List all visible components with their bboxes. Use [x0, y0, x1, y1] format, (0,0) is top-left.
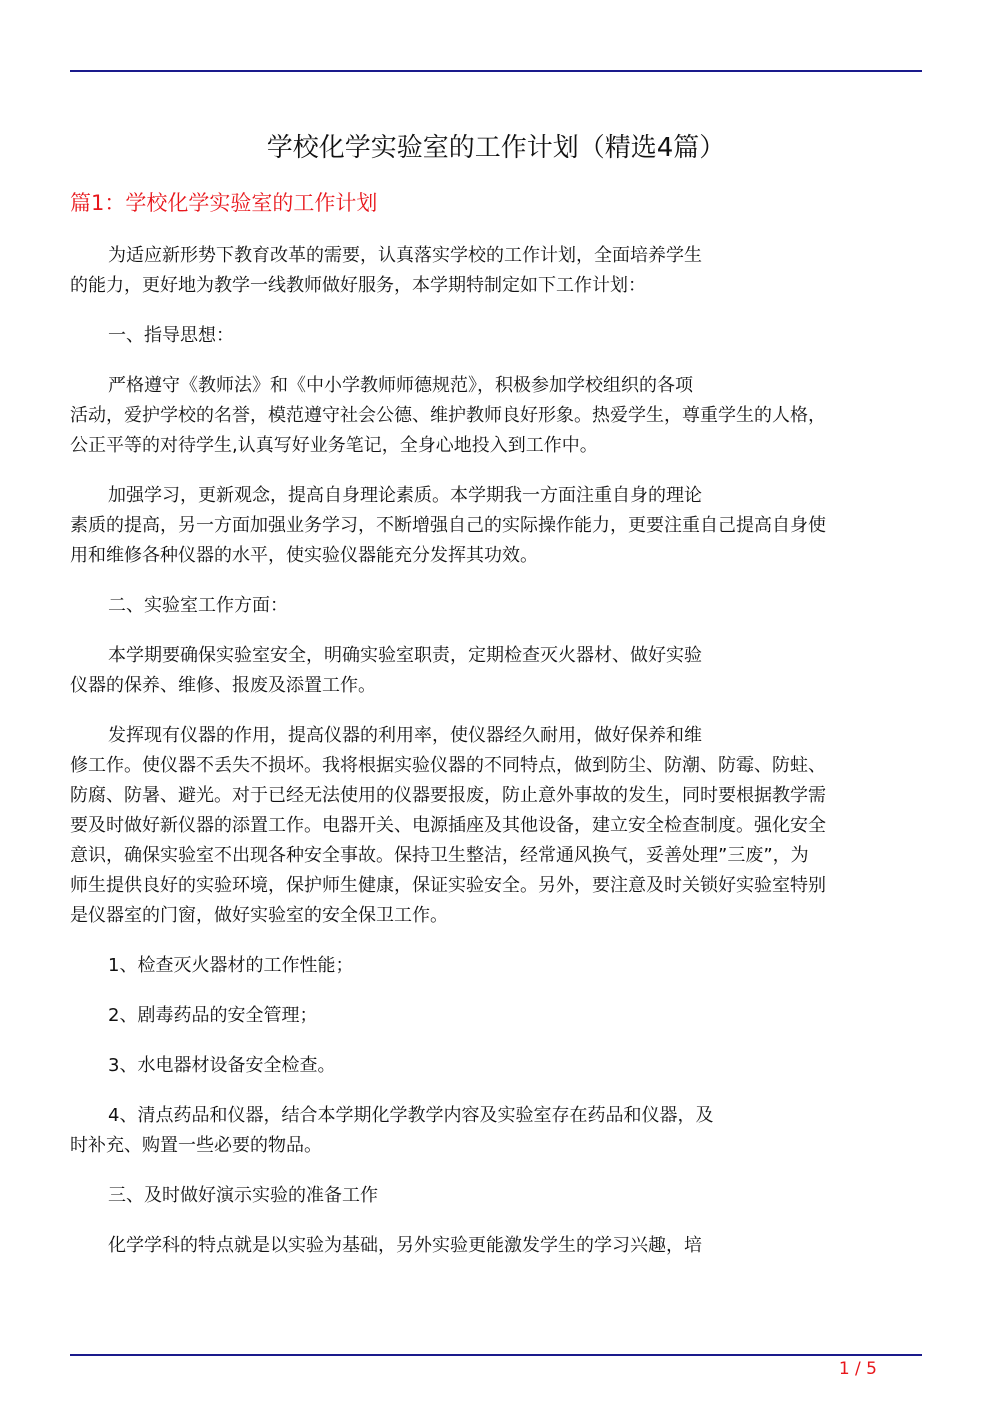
paragraph-line: 仪器的保养、维修、报废及添置工作。: [70, 675, 376, 696]
paragraph: [70, 241, 912, 301]
section-heading: 篇1：学校化学实验室的工作计划: [70, 191, 378, 215]
paragraph: [70, 1051, 912, 1081]
paragraph-line: 是仪器室的门窗，做好实验室的安全保卫工作。: [70, 905, 448, 926]
paragraph-line: 用和维修各种仪器的水平，使实验仪器能充分发挥其功效。: [70, 545, 538, 566]
paragraph-line: 二、实验室工作方面：: [108, 595, 288, 616]
paragraph-line: 本学期要确保实验室安全，明确实验室职责，定期检查灭火器材、做好实验: [108, 645, 702, 666]
paragraph-line: 修工作。使仪器不丢失不损坏。我将根据实验仪器的不同特点，做到防尘、防潮、防霉、防蛀、: [70, 755, 826, 776]
paragraph-line: 3、水电器材设备安全检查。: [108, 1055, 336, 1076]
paragraph-line: 师生提供良好的实验环境，保护师生健康，保证实验安全。另外，要注意及时关锁好实验室特别: [70, 875, 826, 896]
paragraph: [70, 1001, 912, 1031]
page-number: 1 / 5: [838, 1359, 877, 1379]
paragraph: [70, 321, 912, 351]
paragraph-line: 的能力，更好地为教学一线教师做好服务，本学期特制定如下工作计划：: [70, 275, 646, 296]
paragraph: [70, 371, 912, 461]
paragraph: [70, 1181, 912, 1211]
paragraph-line: 1、检查灭火器材的工作性能；: [108, 955, 354, 976]
paragraph-line: 公正平等的对待学生,认真写好业务笔记，全身心地投入到工作中。: [70, 435, 598, 456]
paragraph-line: 发挥现有仪器的作用，提高仪器的利用率，使仪器经久耐用，做好保养和维: [108, 725, 702, 746]
footer-rule: [70, 1354, 922, 1356]
paragraph: [70, 1101, 912, 1161]
paragraph: [70, 721, 912, 931]
paragraph-line: 防腐、防暑、避光。对于已经无法使用的仪器要报废，防止意外事故的发生，同时要根据教学需: [70, 785, 826, 806]
paragraph-line: 意识，确保实验室不出现各种安全事故。保持卫生整洁，经常通风换气，妥善处理”三废”，为: [70, 845, 809, 866]
paragraph: [70, 951, 912, 981]
paragraph-line: 三、及时做好演示实验的准备工作: [108, 1185, 378, 1206]
paragraph-line: 时补充、购置一些必要的物品。: [70, 1135, 322, 1156]
paragraph-line: 活动，爱护学校的名誉，模范遵守社会公德、维护教师良好形象。热爱学生，尊重学生的人格，: [70, 405, 826, 426]
paragraph: [70, 1231, 912, 1261]
paragraph: [70, 481, 912, 571]
paragraph-line: 2、剧毒药品的安全管理；: [108, 1005, 318, 1026]
paragraph-line: 化学学科的特点就是以实验为基础，另外实验更能激发学生的学习兴趣，培: [108, 1235, 702, 1256]
paragraph-line: 为适应新形势下教育改革的需要，认真落实学校的工作计划，全面培养学生: [108, 245, 702, 266]
document-body: [70, 241, 912, 1281]
paragraph-line: 要及时做好新仪器的添置工作。电器开关、电源插座及其他设备，建立安全检查制度。强化安全: [70, 815, 826, 836]
paragraph: [70, 641, 912, 701]
paragraph-line: 4、清点药品和仪器，结合本学期化学教学内容及实验室存在药品和仪器，及: [108, 1105, 714, 1126]
paragraph-line: 素质的提高，另一方面加强业务学习，不断增强自己的实际操作能力，更要注重自己提高自身使: [70, 515, 826, 536]
paragraph-line: 一、指导思想：: [108, 325, 234, 346]
paragraph-line: 严格遵守《教师法》和《中小学教师师德规范》，积极参加学校组织的各项: [108, 375, 693, 396]
paragraph-line: 加强学习，更新观念，提高自身理论素质。本学期我一方面注重自身的理论: [108, 485, 702, 506]
header-rule: [70, 70, 922, 72]
page-title: 学校化学实验室的工作计划（精选4篇）: [266, 133, 726, 163]
paragraph: [70, 591, 912, 621]
